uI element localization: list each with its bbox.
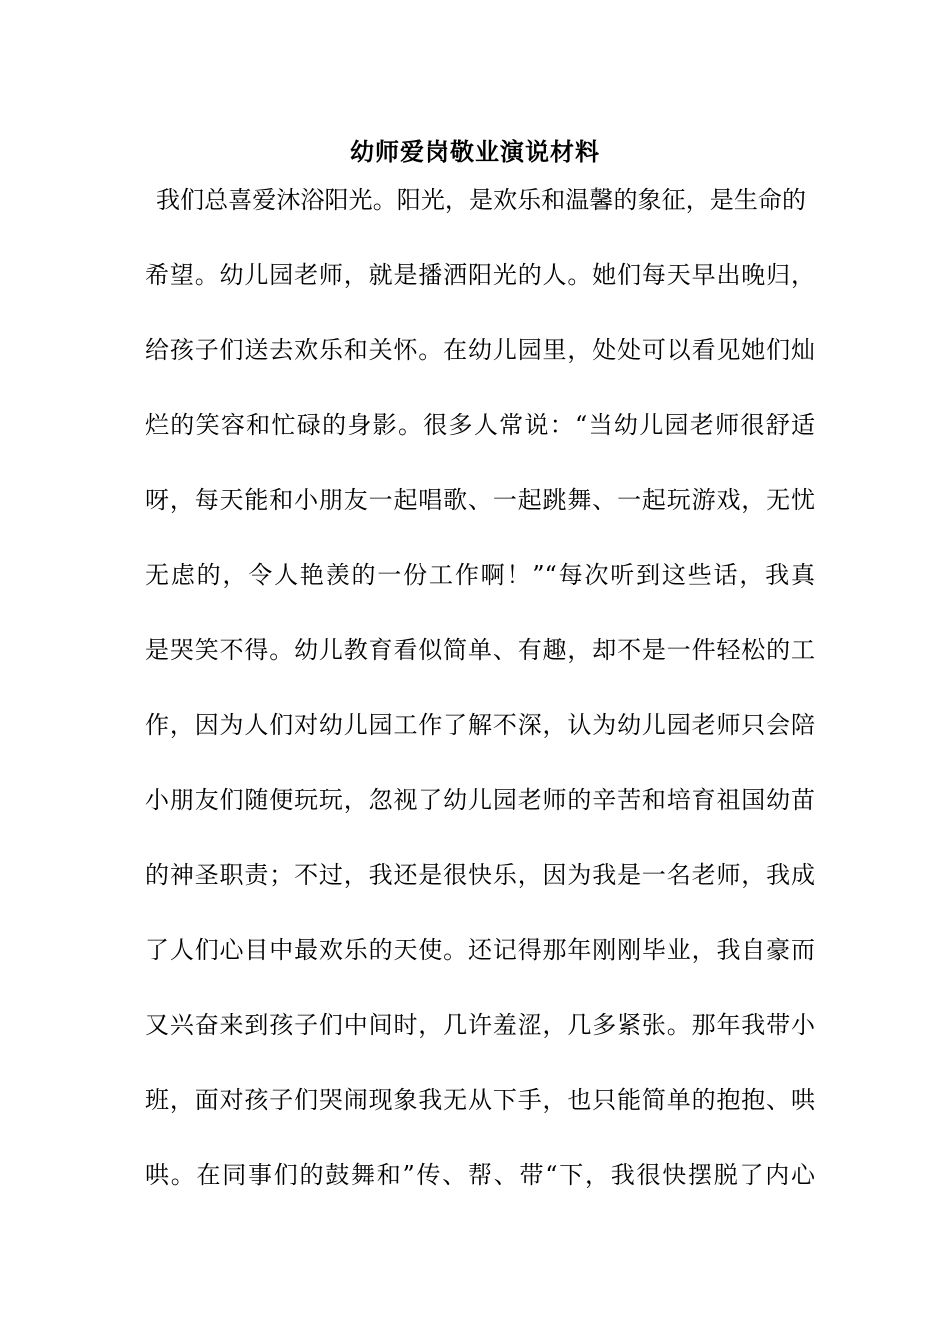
paragraph-line: 我们总喜爱沐浴阳光。阳光，是欢乐和温馨的象征，是生命的 [156, 186, 806, 214]
paragraph-line: 烂的笑容和忙碌的身影。很多人常说：“当幼儿园老师很舒适 [145, 411, 815, 439]
paragraph-line: 班，面对孩子们哭闹现象我无从下手，也只能简单的抱抱、哄 [145, 1086, 815, 1114]
paragraph-line: 哄。在同事们的鼓舞和”传、帮、带“下，我很快摆脱了内心 [145, 1161, 815, 1189]
paragraph-line: 小朋友们随便玩玩，忽视了幼儿园老师的辛苦和培育祖国幼苗 [145, 786, 815, 814]
paragraph-line: 的神圣职责；不过，我还是很快乐，因为我是一名老师，我成 [145, 861, 815, 889]
paragraph-line: 给孩子们送去欢乐和关怀。在幼儿园里，处处可以看见她们灿 [145, 336, 815, 364]
paragraph-line: 呀，每天能和小朋友一起唱歌、一起跳舞、一起玩游戏，无忧 [145, 486, 815, 514]
document-title: 幼师爱岗敬业演说材料 [350, 137, 600, 166]
paragraph-line: 是哭笑不得。幼儿教育看似简单、有趣，却不是一件轻松的工 [145, 636, 815, 664]
paragraph-line: 又兴奋来到孩子们中间时，几许羞涩，几多紧张。那年我带小 [145, 1011, 815, 1039]
paragraph-line: 了人们心目中最欢乐的天使。还记得那年刚刚毕业，我自豪而 [145, 936, 815, 964]
paragraph-line: 无虑的，令人艳羡的一份工作啊！”“每次听到这些话，我真 [145, 561, 815, 589]
paragraph-line: 希望。幼儿园老师，就是播洒阳光的人。她们每天早出晚归， [145, 261, 815, 289]
paragraph-line: 作，因为人们对幼儿园工作了解不深，认为幼儿园老师只会陪 [145, 711, 815, 739]
